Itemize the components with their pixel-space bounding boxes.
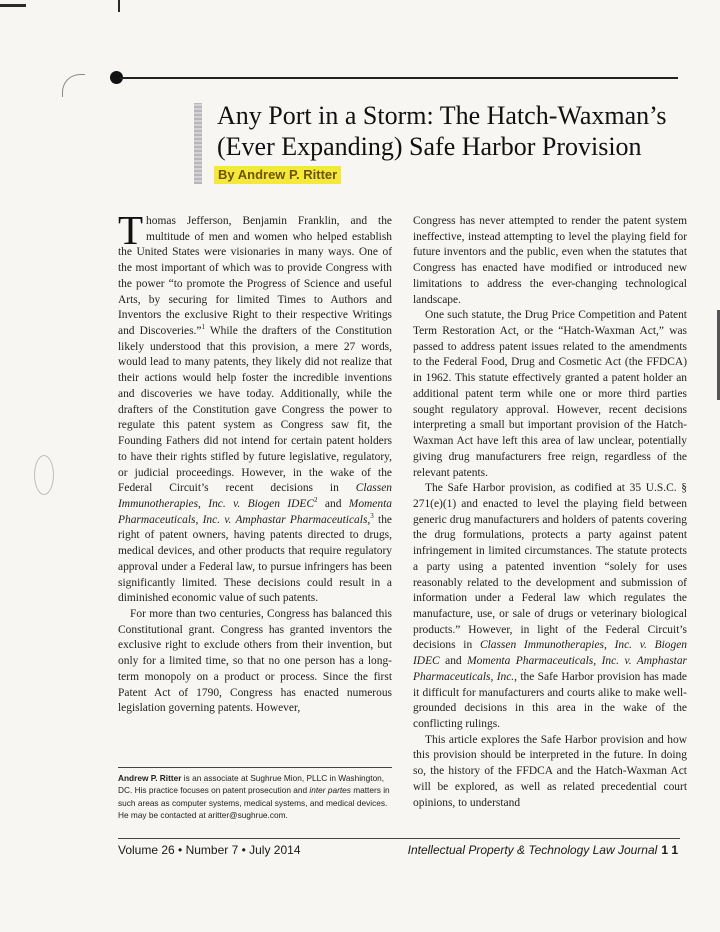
- article-title: [217, 100, 677, 162]
- text-run: , the Safe Harbor provision has made it difficult for manufacturers and courts alike to make well-grounded decisions in this area in the wake of the conflicting rulings.: [413, 670, 687, 730]
- author-note-rule: [118, 767, 392, 768]
- paragraph: One such statute, the Drug Price Competition and Patent Term Restoration Act, or the “Hatch-Waxman Act,” was passed to address patent issues related to the amendments to the Federal Food, Drug and Cosmetic Act (the FFDCA) in 1962. This statute effectively granted a patent holder an additional patent term while one or more third parties sought regulatory approval. However, recent decisions interpreting a small but important provision of the Hatch-Waxman Act have left this area of law unclear, potentially giving drug manufacturers free reign, regardless of the relevant patents.: [413, 309, 687, 479]
- text-run: inter partes: [309, 785, 351, 796]
- journal-name: Intellectual Property & Technology Law Journal: [407, 843, 658, 857]
- text-run: The Safe Harbor provision, as codified at 35 U.S.C. § 271(e)(1) and enacted to level the playing field between generic drug manufacturers and holders of patents covering the drug formulations, protects a party against patent infringement in limited circumstances. The statute protects a party using a patented invention “solely for uses reasonably related to the development and submission of information under a Federal law which regulates the manufacture, use, or sale of drugs or veterinary biological products.” However, in light of the Federal Circuit’s decisions in: [413, 482, 687, 652]
- body-column-left: [118, 207, 392, 717]
- journal-footer: [408, 843, 678, 857]
- punch-hole: [34, 455, 54, 495]
- footnote-ref: 1: [201, 323, 205, 332]
- text-run: is an associate at Sughrue Mion, PLLC in Washington, DC. His practice focuses on patent prosecution and: [118, 773, 385, 796]
- author-name: Andrew P. Ritter: [118, 773, 182, 783]
- text-run: the right of patent owners, having patents directed to drugs, medical devices, and other products that require regulatory approval under a Federal law, to pursue infringers has been significantly limited. These decisions could result in a diminished economic value of such patents.: [118, 513, 392, 605]
- header-rule: [120, 77, 678, 79]
- case-name: Momenta Pharmaceuticals, Inc. v. Amphastar Pharmaceuticals, Inc.: [413, 655, 688, 683]
- paragraph: For more than two centuries, Congress has balanced this Constitutional grant. Congress has granted inventors the exclusive right to exclude others from their invention, but only for a limited time, so that no one person has a long-term monopoly on a product or process. Since the first Patent Act of 1790, Congress has enacted numerous legislation governing patents. However,: [118, 607, 392, 715]
- text-run: .: [285, 810, 288, 821]
- drop-cap: T: [118, 207, 144, 253]
- text-run: and: [439, 655, 468, 668]
- footnote-ref: 3: [370, 511, 374, 520]
- body-column-right: [413, 214, 687, 811]
- author-note: [118, 772, 390, 822]
- case-name: Classen Immunotherapies, Inc. v. Biogen IDEC: [118, 482, 392, 510]
- byline-highlight: [214, 166, 341, 184]
- page-curl-mark: [62, 74, 85, 97]
- author-email: aritter@sughrue.com: [207, 810, 286, 821]
- footnote-ref: 2: [314, 496, 318, 505]
- paragraph: This article explores the Safe Harbor provision and how this provision should be interpreted in the future. In doing so, the history of the FFDCA and the Hatch-Waxman Act will be explored, as well as related precedential court opinions, to understand: [413, 733, 687, 809]
- article-title-line1: Any Port in a Storm: The Hatch-Waxman’s: [217, 101, 667, 130]
- paragraph: [413, 481, 687, 733]
- paragraph: [118, 207, 392, 607]
- footer-rule: [118, 838, 680, 839]
- text-run: While the drafters of the Constitution likely understood that this provision, a mere 27 words, would lead to many patents, they likely did not realize that their actions would help foster the incredible inventions and discoveries we have today. Additionally, while the drafters of the Constitution gave Congress the power to regulate this patent system as Congress saw fit, the Founding Fathers did not intend for certain patent holders to have their rights stifled by future legislative, regulatory, or judicial proceedings. However, in the wake of the Federal Circuit’s recent decisions in: [118, 325, 392, 495]
- scan-mark-top: [118, 0, 120, 12]
- scan-mark-top-left: [0, 4, 26, 7]
- case-name: Momenta Pharmaceuticals, Inc. v. Amphastar Pharmaceuticals,: [118, 497, 392, 526]
- text-run: and: [317, 497, 349, 510]
- page-number: 1 1: [661, 843, 678, 857]
- title-accent-bar: [194, 103, 202, 184]
- text-run: matters in such areas as computer systems, medical systems, and medical devices. He may be contacted at: [118, 785, 390, 821]
- issue-info: Volume 26 • Number 7 • July 2014: [118, 843, 301, 857]
- case-name: Classen Immunotherapies, Inc. v. Biogen IDEC: [413, 639, 687, 668]
- article-title-line2: (Ever Expanding) Safe Harbor Provision: [217, 132, 642, 161]
- text-run: homas Jefferson, Benjamin Franklin, and the multitude of men and women who helped establish the United States were visionaries in many ways. One of the most important of which was to provide Congress with the power “to promote the Progress of Science and useful Arts, by securing for limited Times to Authors and Inventors the exclusive Right to their respective Writings and Discoveries.”: [118, 215, 392, 338]
- paragraph: Congress has never attempted to render the patent system ineffective, instead attempting to level the playing field for future inventors and the public, even when the statutes that Congress has enacted have modified or introduced new limitations to address the ever-changing technological landscape.: [413, 215, 687, 306]
- article-byline: By Andrew P. Ritter: [218, 167, 338, 182]
